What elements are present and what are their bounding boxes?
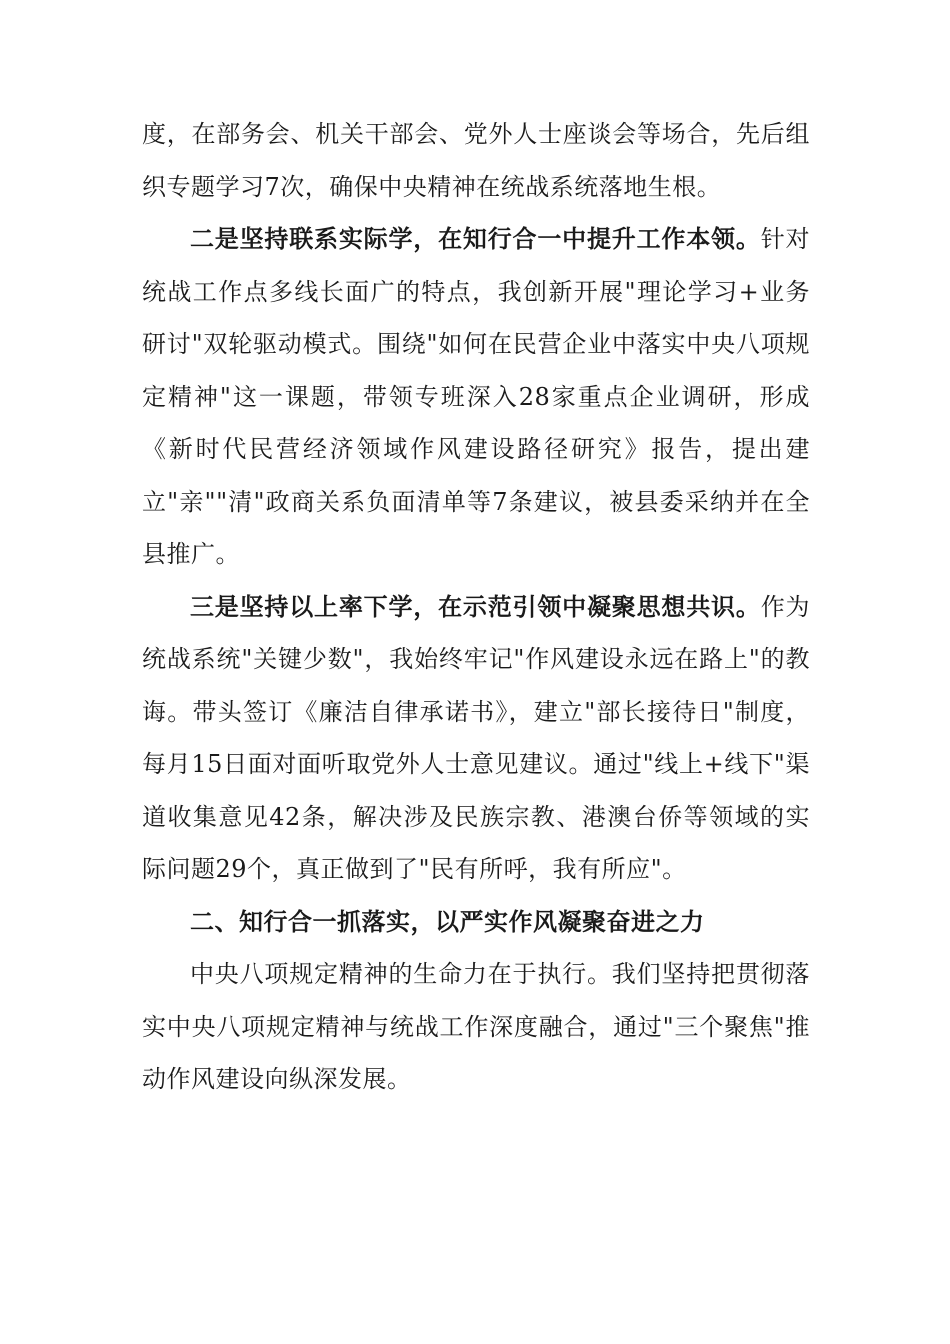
paragraph-point-three (142, 581, 810, 896)
paragraph-text: 度，在部务会、机关干部会、党外人士座谈会等场合，先后组织专题学习7次，确保中央精神在统战系统落地生根。 (142, 120, 810, 201)
section-heading: 二、知行合一抓落实，以严实作风凝聚奋进之力 (190, 906, 705, 936)
paragraph-continued (142, 108, 810, 213)
paragraph-lead-bold: 二是坚持联系实际学，在知行合一中提升工作本领。 (190, 224, 761, 253)
paragraph-point-two (142, 213, 810, 581)
paragraph-text: 针对统战工作点多线长面广的特点，我创新开展"理论学习+业务研讨"双轮驱动模式。围绕"如何在民营企业中落实中央八项规定精神"这一课题，带领专班深入28家重点企业调研，形成《新时代民营经济领域作风建设路径研究》报告，提出建立"亲""清"政商关系负面清单等7条建议，被县委采纳并在全县推广。 (142, 225, 810, 568)
paragraph-lead-bold: 三是坚持以上率下学，在示范引领中凝聚思想共识。 (190, 591, 761, 621)
closing-paragraph: 中央八项规定精神的生命力在于执行。我们坚持把贯彻落实中央八项规定精神与统战工作深度融合，通过"三个聚焦"推动作风建设向纵深发展。 (142, 960, 810, 1093)
document-page (142, 108, 810, 1106)
paragraph-text: 作为统战系统"关键少数"，我始终牢记"作风建设永远在路上"的教诲。带头签订《廉洁自律承诺书》，建立"部长接待日"制度，每月15日面对面听取党外人士意见建议。通过"线上+线下"渠道收集意见42条，解决涉及民族宗教、港澳台侨等领域的实际问题29个，真正做到了"民有所呼，我有所应"。 (142, 592, 810, 883)
